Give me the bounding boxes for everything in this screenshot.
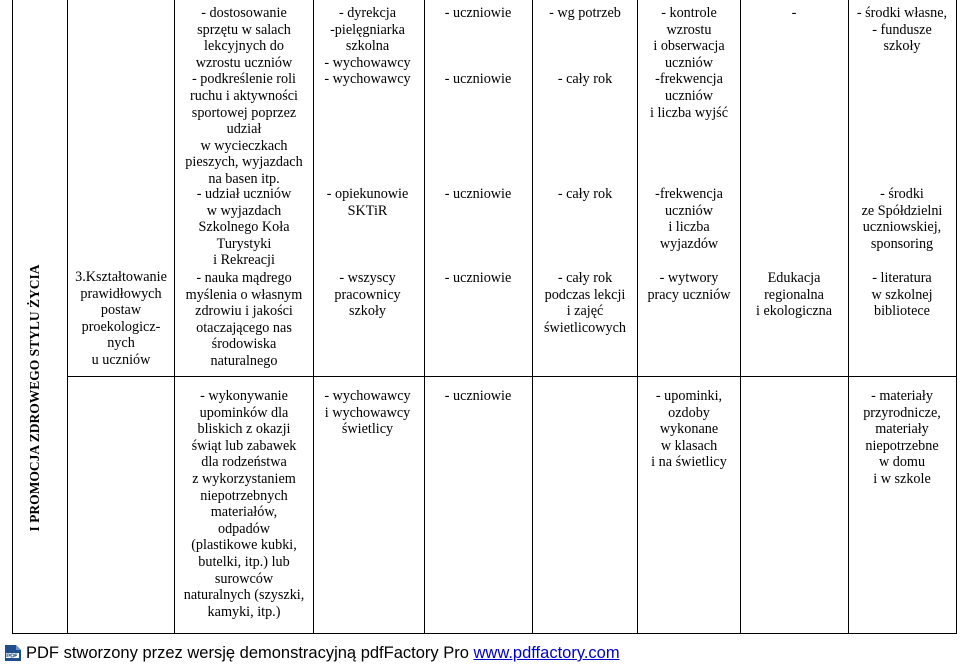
responsible-cell: - opiekunowie SKTiR [326,186,409,219]
cross-curricular-cell: Edukacja regionalna i ekologiczna [755,270,833,320]
tasks-cell: - dostosowanie sprzętu w salach lekcyjnych do wzrostu uczniów - podkreślenie roli ruchu i aktywności sportowej poprzez udział w wycieczkach pieszych, wyjazdach na basen itp. [185,5,303,187]
recipients-cell: - uczniowie [444,270,512,286]
cross-curricular-cell: - [791,5,797,21]
column-divider [740,0,741,634]
resources-cell: - środki własne, - fundusze szkoły [856,5,948,55]
column-divider [424,0,425,634]
tasks-cell: - nauka mądrego myślenia o własnym zdrowiu i jakości otaczającego nas środowiska naturalnego [185,270,303,369]
evaluation-cell: - kontrole wzrostu i obserwacja uczniów -frekwencja uczniów i liczba wyjść [649,5,728,121]
recipients-cell: - uczniowie - uczniowie [444,5,512,88]
responsible-cell: - dyrekcja -pielęgniarka szkolna - wychowawcy - wychowawcy [324,5,411,88]
footer-note: PDF stworzony przez wersję demonstracyjną pdfFactory Pro [26,644,474,662]
tasks-cell: - wykonywanie upominków dla bliskich z okazji świąt lub zabawek dla rodzeństwa z wykorzystaniem niepotrzebnych materiałów, odpadów (plastikowe kubki, butelki, itp.) lub surowców naturalnych (szyszki, kamyki, itp.) [183,388,305,620]
tasks-cell: - udział uczniów w wyjazdach Szkolnego Koła Turystyki i Rekreacji [196,186,292,269]
table-border-right [956,0,957,634]
deadline-cell: - cały rok podczas lekcji i zajęć świetlicowych [544,270,626,336]
evaluation-cell: - wytwory pracy uczniów [647,270,731,303]
table-border-left [12,0,13,634]
column-divider [848,0,849,634]
resources-cell: - środki ze Spółdzielni uczniowskiej, sponsoring [861,186,943,252]
responsible-cell: - wychowawcy i wychowawcy świetlicy [324,388,411,438]
resources-cell: - literatura w szkolnej bibliotece [871,270,933,320]
column-divider [637,0,638,634]
evaluation-cell: -frekwencja uczniów i liczba wyjazdów [655,186,723,252]
deadline-cell: - cały rok [557,186,613,202]
column-divider [532,0,533,634]
deadline-cell: - wg potrzeb - cały rok [549,5,621,88]
pdf-footer [0,640,960,666]
footer-text [26,643,620,663]
responsible-cell: - wszyscy pracownicy szkoły [334,270,401,320]
evaluation-cell: - upominki, ozdoby wykonane w klasach i na świetlicy [651,388,727,471]
pdffactory-logo-icon [3,644,23,662]
row-label: 3.Kształtowanie prawidłowych postaw proekologicz- nych u uczniów [75,269,167,368]
recipients-cell: - uczniowie [444,388,512,404]
column-divider [67,0,68,634]
table-border-bottom [12,633,956,634]
column-divider [174,0,175,634]
recipients-cell: - uczniowie [444,186,512,202]
column-divider [313,0,314,634]
pdffactory-link[interactable]: www.pdffactory.com [473,644,620,662]
row-divider [67,376,956,377]
section-title: I PROMOCJA ZDROWEGO STYLU ŻYCIA [27,264,42,532]
resources-cell: - materiały przyrodnicze, materiały niepotrzebne w domu i w szkole [863,388,941,487]
